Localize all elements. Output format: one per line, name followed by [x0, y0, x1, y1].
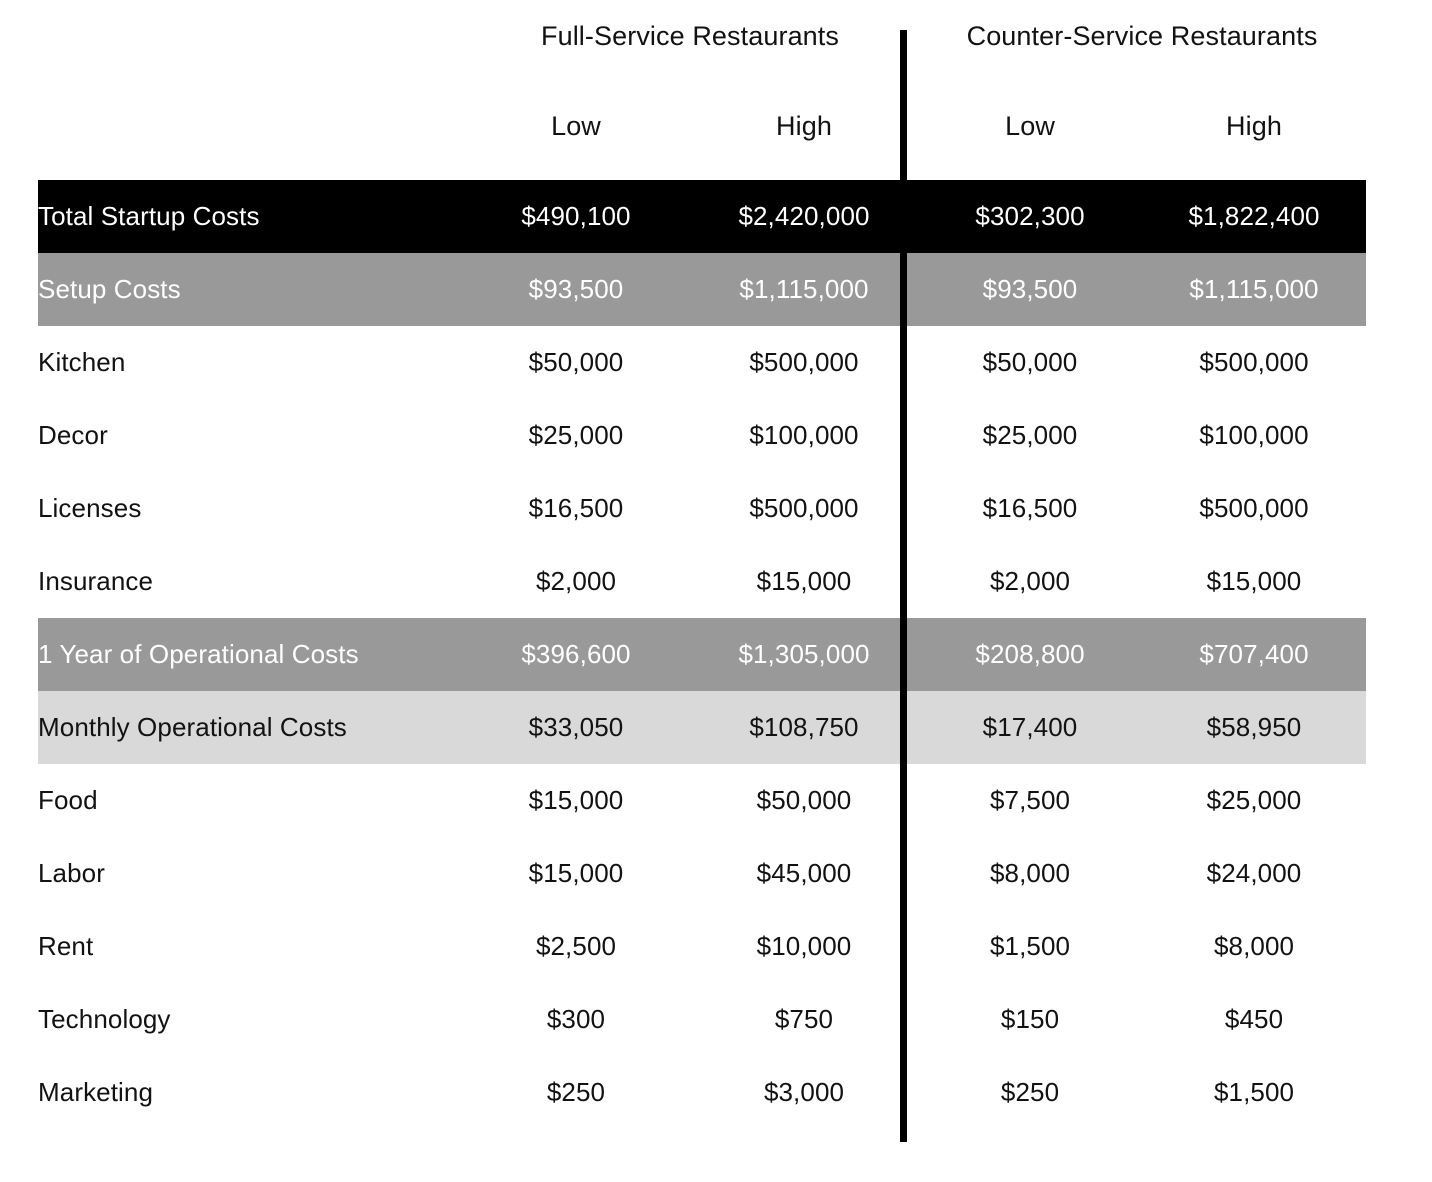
row-label: Setup Costs	[38, 253, 462, 326]
table-row	[38, 837, 1366, 910]
table-row	[38, 983, 1366, 1056]
row-label: Total Startup Costs	[38, 180, 462, 253]
cell-full-service-low: $2,500	[462, 910, 690, 983]
cell-full-service-low: $300	[462, 983, 690, 1056]
cell-full-service-high: $500,000	[690, 472, 918, 545]
table-row	[38, 618, 1366, 691]
cell-counter-service-low: $93,500	[918, 253, 1142, 326]
cell-full-service-high: $750	[690, 983, 918, 1056]
cell-counter-service-high: $58,950	[1142, 691, 1366, 764]
group-header-counter-service: Counter-Service Restaurants	[966, 20, 1318, 51]
table-row	[38, 764, 1366, 837]
table-body	[38, 180, 1366, 1129]
cell-full-service-high: $1,115,000	[690, 253, 918, 326]
cell-counter-service-low: $17,400	[918, 691, 1142, 764]
table-row	[38, 399, 1366, 472]
cell-full-service-high: $108,750	[690, 691, 918, 764]
sub-header-corner-blank	[38, 72, 462, 180]
row-label: Licenses	[38, 472, 462, 545]
row-label: Food	[38, 764, 462, 837]
cell-full-service-high: $3,000	[690, 1056, 918, 1129]
cell-counter-service-high: $1,822,400	[1142, 180, 1366, 253]
cell-counter-service-high: $25,000	[1142, 764, 1366, 837]
group-header-full-service: Full-Service Restaurants	[541, 20, 840, 51]
cell-counter-service-high: $100,000	[1142, 399, 1366, 472]
cell-counter-service-high: $1,115,000	[1142, 253, 1366, 326]
sub-header-counter-service-high: High	[1226, 110, 1282, 141]
cell-full-service-high: $15,000	[690, 545, 918, 618]
table-row	[38, 1056, 1366, 1129]
cell-full-service-low: $15,000	[462, 764, 690, 837]
cell-full-service-low: $33,050	[462, 691, 690, 764]
row-label: Monthly Operational Costs	[38, 691, 462, 764]
sub-header-counter-service-low: Low	[1005, 110, 1055, 141]
cell-counter-service-low: $16,500	[918, 472, 1142, 545]
cell-full-service-low: $93,500	[462, 253, 690, 326]
cell-counter-service-low: $208,800	[918, 618, 1142, 691]
cell-full-service-high: $1,305,000	[690, 618, 918, 691]
group-header-row	[38, 0, 1366, 72]
row-label: Labor	[38, 837, 462, 910]
sub-header-row	[38, 72, 1366, 180]
cell-counter-service-high: $500,000	[1142, 326, 1366, 399]
cell-full-service-high: $100,000	[690, 399, 918, 472]
cell-counter-service-high: $24,000	[1142, 837, 1366, 910]
cell-counter-service-low: $7,500	[918, 764, 1142, 837]
cell-counter-service-high: $450	[1142, 983, 1366, 1056]
cell-counter-service-low: $2,000	[918, 545, 1142, 618]
sub-header-full-service-low: Low	[551, 110, 601, 141]
cell-full-service-low: $2,000	[462, 545, 690, 618]
cell-counter-service-low: $50,000	[918, 326, 1142, 399]
row-label: Technology	[38, 983, 462, 1056]
cell-full-service-high: $10,000	[690, 910, 918, 983]
cell-counter-service-low: $150	[918, 983, 1142, 1056]
cell-full-service-high: $50,000	[690, 764, 918, 837]
row-label: Kitchen	[38, 326, 462, 399]
table-row	[38, 326, 1366, 399]
cell-full-service-high: $45,000	[690, 837, 918, 910]
cell-counter-service-low: $302,300	[918, 180, 1142, 253]
table-row	[38, 472, 1366, 545]
cell-counter-service-low: $25,000	[918, 399, 1142, 472]
row-label: Insurance	[38, 545, 462, 618]
cell-counter-service-low: $1,500	[918, 910, 1142, 983]
cell-counter-service-low: $8,000	[918, 837, 1142, 910]
group-divider	[900, 30, 907, 1142]
cell-full-service-low: $490,100	[462, 180, 690, 253]
row-label: Decor	[38, 399, 462, 472]
row-label: Marketing	[38, 1056, 462, 1129]
sub-header-full-service-high: High	[776, 110, 832, 141]
row-label: 1 Year of Operational Costs	[38, 618, 462, 691]
cell-counter-service-low: $250	[918, 1056, 1142, 1129]
cell-counter-service-high: $500,000	[1142, 472, 1366, 545]
cell-counter-service-high: $8,000	[1142, 910, 1366, 983]
table-row	[38, 545, 1366, 618]
table-head	[38, 0, 1366, 180]
cell-full-service-high: $500,000	[690, 326, 918, 399]
table-row	[38, 691, 1366, 764]
cell-full-service-low: $15,000	[462, 837, 690, 910]
cell-counter-service-high: $15,000	[1142, 545, 1366, 618]
cell-counter-service-high: $1,500	[1142, 1056, 1366, 1129]
table-row	[38, 180, 1366, 253]
startup-costs-table	[38, 0, 1366, 1129]
cell-full-service-low: $50,000	[462, 326, 690, 399]
table-row	[38, 910, 1366, 983]
cell-full-service-low: $25,000	[462, 399, 690, 472]
cell-full-service-low: $16,500	[462, 472, 690, 545]
corner-blank-cell	[38, 0, 462, 72]
cell-full-service-high: $2,420,000	[690, 180, 918, 253]
cell-full-service-low: $250	[462, 1056, 690, 1129]
cell-counter-service-high: $707,400	[1142, 618, 1366, 691]
cell-full-service-low: $396,600	[462, 618, 690, 691]
table-row	[38, 253, 1366, 326]
row-label: Rent	[38, 910, 462, 983]
